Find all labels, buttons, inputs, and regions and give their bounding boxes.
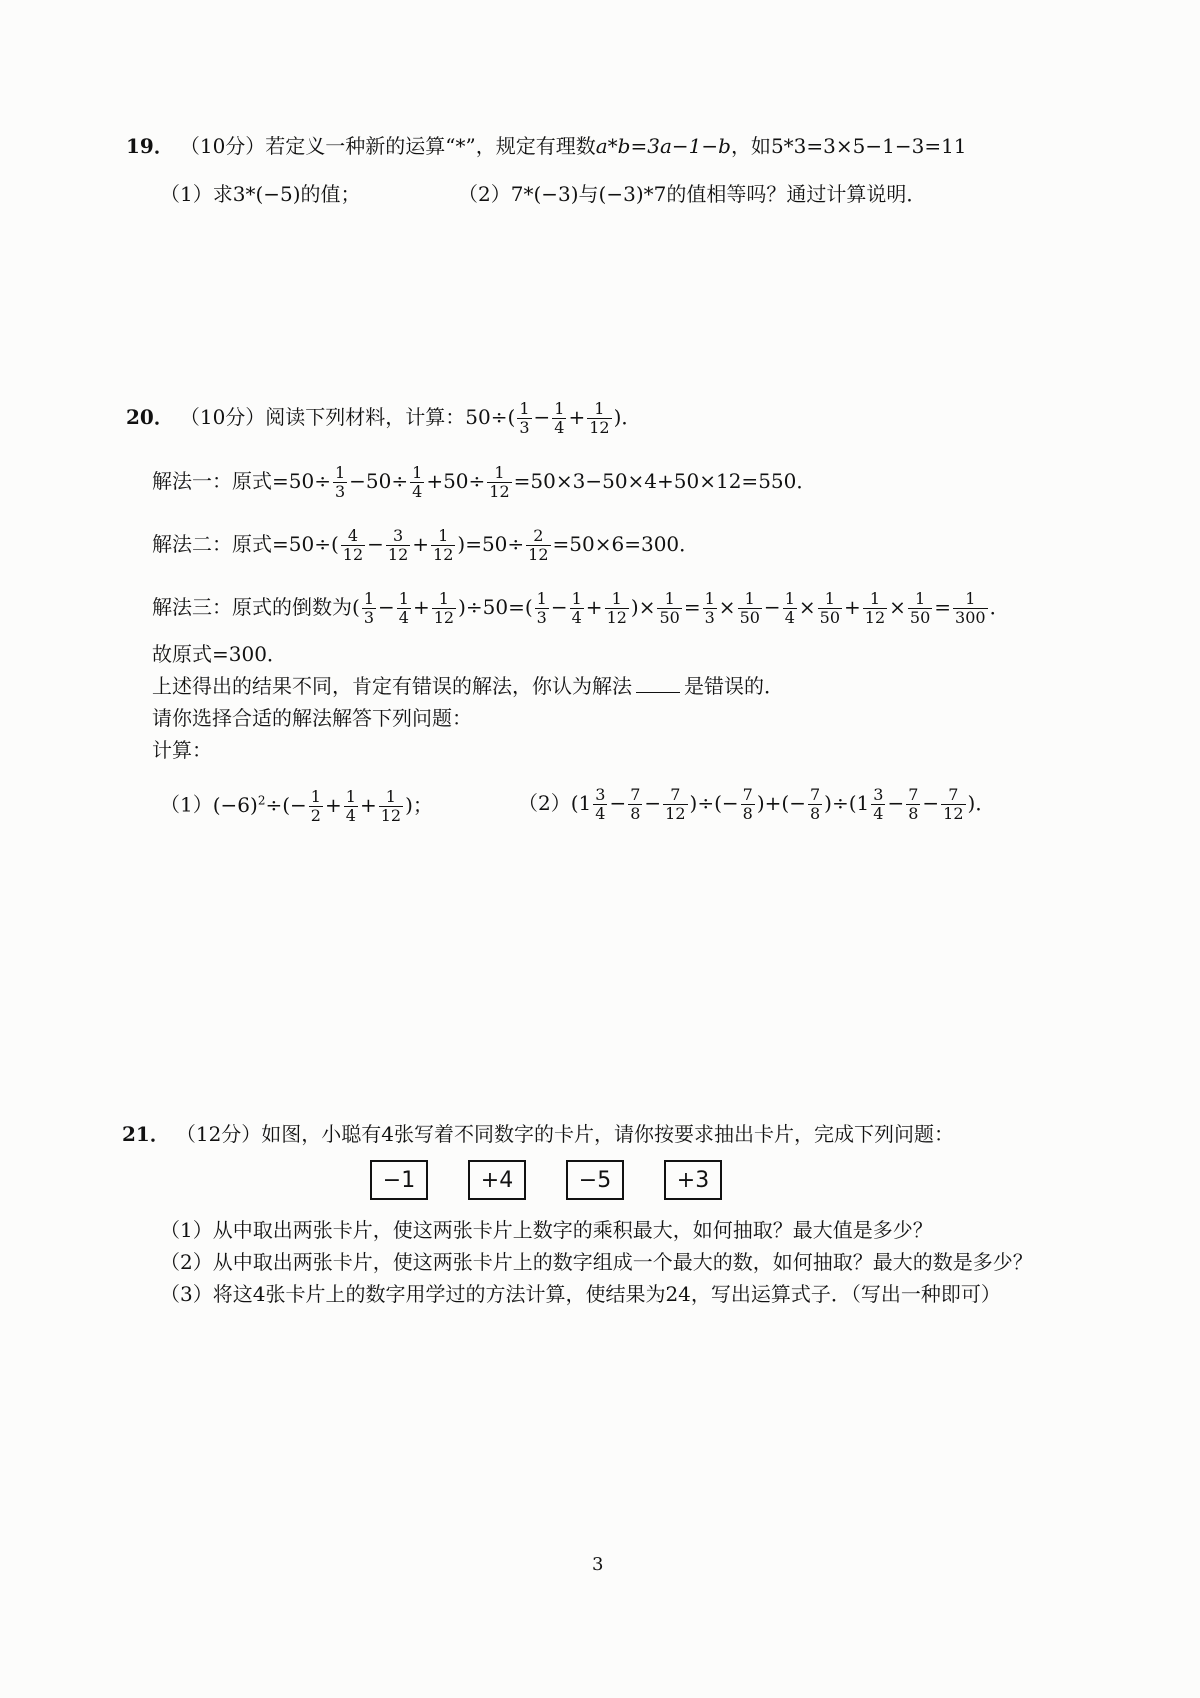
q20-instruction: 请你选择合适的解法解答下列问题： <box>152 706 472 730</box>
q21-stem-text: 如图，小聪有4张写着不同数字的卡片，请你按要求抽出卡片，完成下列问题： <box>261 1122 955 1146</box>
q20-method3-label: 解法三：原式的倒数为 <box>152 595 352 619</box>
card-3: −5 <box>566 1160 624 1200</box>
q19-formula: a*b=3a−1−b <box>595 134 731 158</box>
q20-part1-label: （1） <box>160 792 213 817</box>
q20-part1 <box>160 786 433 825</box>
q20-part2 <box>518 786 995 823</box>
q19-stem-text-a: 若定义一种新的运算“*”，规定有理数 <box>265 134 596 158</box>
q19-stem-text-b: ，如 <box>730 134 771 158</box>
q19-example: 5*3=3×5−1−3=11 <box>770 134 967 158</box>
q20-points: （10分） <box>189 405 266 429</box>
q20-expression: 50÷( $\frac{1}{3}$ − $\frac{1}{4}$ + $\frac{1}{12}$ )． <box>465 399 642 437</box>
q20-method1 <box>152 464 816 501</box>
q21-stem <box>122 1120 954 1148</box>
card-1: −1 <box>370 1160 428 1200</box>
q20-compute-label: 计算： <box>152 738 212 762</box>
q19-number: 19． <box>126 134 174 158</box>
q20-answer-blank[interactable] <box>636 674 680 693</box>
q21-points: （12分） <box>185 1122 262 1146</box>
q20-part2-formula: (1 $\frac{3}{4}$ − $\frac{7}{8}$ − $\frac{7}{12}$ )÷(− $\frac{7}{8}$ )+(− $\frac{7}{8}$ )÷(1 $\frac{3}{4}$ − $\frac{7}{8}$ − $\frac{7}{12}$ )． <box>570 785 996 823</box>
card-2: +4 <box>468 1160 526 1200</box>
q19-stem <box>126 132 967 160</box>
q21-number: 21． <box>122 1122 170 1146</box>
page-number: 3 <box>592 1554 604 1575</box>
q21-part3: （3）将这4张卡片上的数字用学过的方法计算，使结果为24，写出运算式子．（写出一种即可） <box>160 1282 1001 1306</box>
card-4: +3 <box>664 1160 722 1200</box>
q20-stem-text: 阅读下列材料，计算： <box>265 405 466 429</box>
q20-method1-label: 解法一：原式 <box>152 469 272 493</box>
q21-part2: （2）从中取出两张卡片，使这两张卡片上的数字组成一个最大的数，如何抽取？最大的数是多少？ <box>160 1250 1033 1274</box>
q19-part2: （2）7*(−3)与(−3)*7的值相等吗？通过计算说明． <box>458 182 927 206</box>
q20-question-text-a: 上述得出的结果不同，肯定有错误的解法，你认为解法 <box>152 674 632 698</box>
q20-method2-label: 解法二：原式 <box>152 532 272 556</box>
q19-points: （10分） <box>189 134 266 158</box>
q20-question-text-b: 是错误的． <box>684 674 784 698</box>
q20-method2-tail: =50×6=300． <box>552 532 700 556</box>
q20-method2-formula: =50÷( $\frac{4}{12}$ − $\frac{3}{12}$ + $\frac{1}{12}$ )=50÷ $\frac{2}{12}$ =50×6=300． <box>272 526 700 564</box>
q20-method2 <box>152 527 699 564</box>
q20-method3-formula: ( $\frac{1}{3}$ − $\frac{1}{4}$ + $\frac{1}{12}$ )÷50=( $\frac{1}{3}$ − $\frac{1}{4}$ + $\frac{1}{12}$ )× $\frac{1}{50}$ = $\frac{1}{3}$ × $\frac{1}{50}$ − $\frac{1}{4}$ × $\frac{1}{50}$ + $\frac{1}{12}$ × $\frac{1}{50}$ = $\frac{1}{300}$ ． <box>352 589 1010 627</box>
q20-method1-formula: =50÷ $\frac{1}{3}$ −50÷ $\frac{1}{4}$ +50÷ $\frac{1}{12}$ =50×3−50×4+50×12=550． <box>272 463 817 501</box>
q20-conclusion: 故原式=300． <box>152 642 287 666</box>
q20-question <box>152 672 784 700</box>
q19-part1: （1）求3*(−5)的值； <box>160 182 361 206</box>
q20-part1-formula: $(-6)^2\div(-$ $\frac{1}{2}$ + $\frac{1}{4}$ + $\frac{1}{12}$ )； <box>212 786 433 825</box>
q21-part1: （1）从中取出两张卡片，使这两张卡片上数字的乘积最大，如何抽取？最大值是多少？ <box>160 1218 933 1242</box>
number-cards <box>370 1160 722 1200</box>
q20-method3 <box>152 590 1010 627</box>
q20-number: 20． <box>126 405 174 429</box>
q20-stem <box>126 400 641 437</box>
q20-method1-tail: =50×3−50×4+50×12=550． <box>513 469 817 493</box>
q20-part2-label: （2） <box>518 791 571 815</box>
